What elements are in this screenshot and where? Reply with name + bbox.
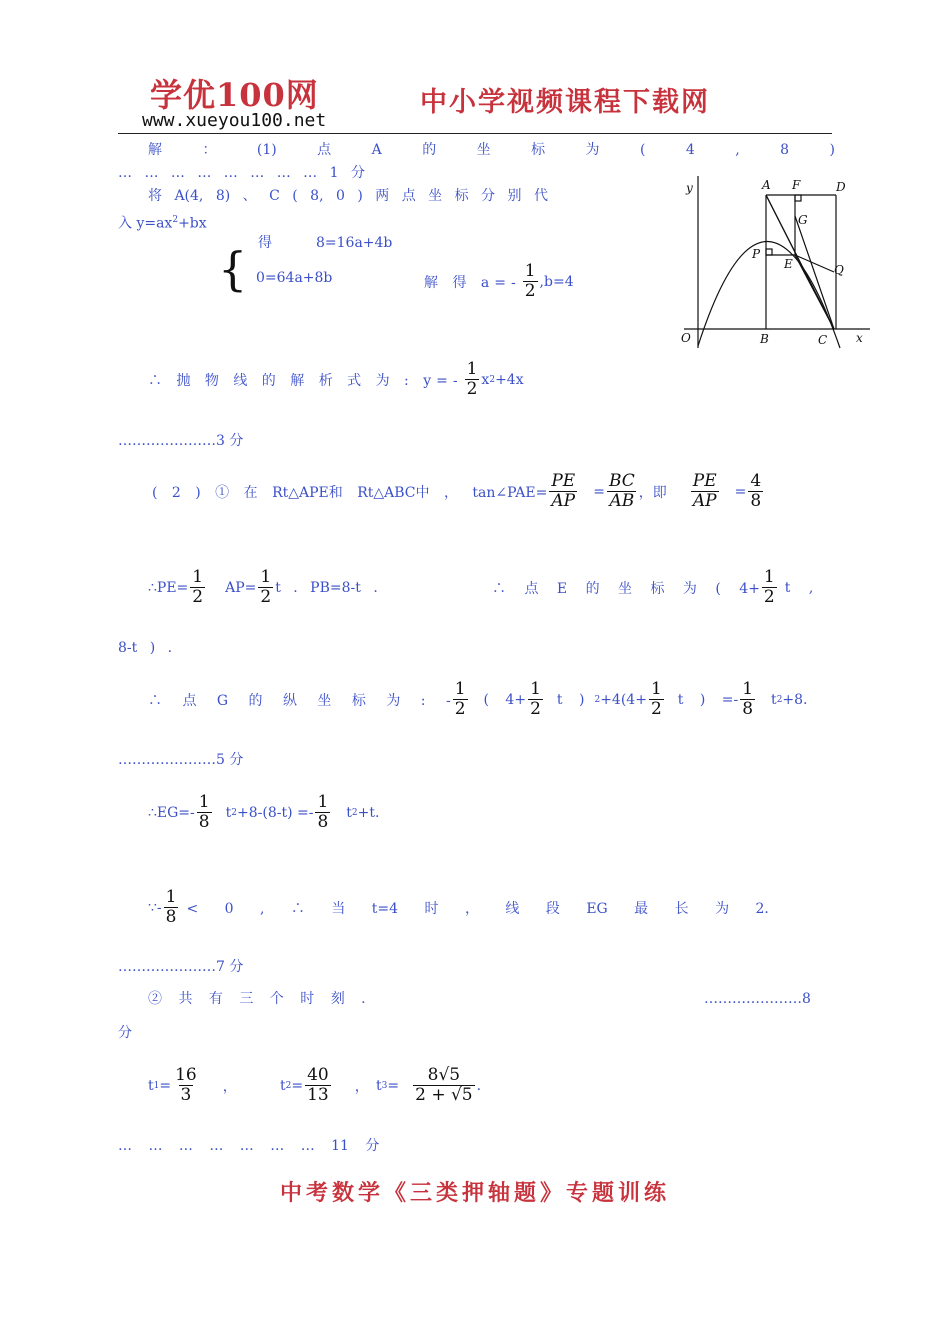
- parabola-x: x: [481, 371, 490, 388]
- solution-line-1: 解 ： (1) 点 A 的 坐 标 为 ( 4 , 8 ): [148, 142, 835, 158]
- system-eq1: 8=16a+4b: [316, 235, 393, 251]
- t2-sub: 2: [285, 1080, 292, 1091]
- fraction-a-num: 1: [524, 261, 536, 281]
- fraction-ap-den: AP: [551, 491, 576, 511]
- fraction-t3: [413, 1066, 475, 1105]
- segment-gc: [795, 216, 834, 329]
- fraction-ap: [258, 568, 273, 607]
- fraction-g3-den: 2: [650, 699, 662, 719]
- max-post: < 0 , ∴ 当 t=4 时 ， 线 段 EG 最 长 为 2.: [186, 900, 769, 917]
- score-7: …………………7 分: [118, 959, 244, 975]
- fraction-max-den: 8: [165, 907, 177, 927]
- g-pre: ∴ 点 G 的 纵 坐 标 为 : -: [148, 692, 451, 709]
- t1-value: [148, 1066, 237, 1105]
- line4-sup: 2: [172, 215, 179, 225]
- label-g: G: [798, 213, 808, 227]
- fraction-ap-half-num: 1: [260, 567, 272, 587]
- system-eq2: 0=64a+8b: [256, 270, 333, 286]
- e-coord: [492, 568, 813, 607]
- pe-pre: ∴PE=: [148, 579, 189, 596]
- pe-t: t . PB=8-t .: [275, 579, 378, 596]
- fraction-8-den: 8: [750, 491, 762, 511]
- fraction-g4: [740, 680, 755, 719]
- e-coord-t: t ,: [784, 579, 814, 596]
- logo-url: www.xueyou100.net: [142, 110, 327, 131]
- g-sup2: 2: [776, 694, 783, 705]
- g-p3: +4(4+: [600, 691, 647, 708]
- label-d: D: [836, 180, 846, 194]
- parabola-result: [148, 360, 524, 399]
- fraction-g1-den: 2: [454, 699, 466, 719]
- t3-value: [376, 1066, 481, 1105]
- t2-eq: =: [291, 1077, 304, 1094]
- fraction-4-num: 4: [750, 471, 762, 491]
- g-p5: t: [771, 691, 777, 708]
- fraction-4-8: [748, 472, 763, 511]
- max-line: [148, 888, 769, 927]
- footer-title: 中考数学《三类押轴题》专题训练: [279, 1181, 670, 1206]
- score-8: …………………8: [704, 991, 811, 1007]
- eg-line: [148, 793, 379, 832]
- g-p6: +8.: [782, 691, 808, 708]
- parabola-sup: 2: [489, 374, 496, 385]
- system-get: 得: [258, 235, 272, 251]
- label-q: Q: [834, 263, 844, 277]
- g-p4: t ) =-: [677, 691, 739, 708]
- fraction-t2-num: 40: [307, 1065, 329, 1085]
- fraction-parabola-num: 1: [466, 359, 478, 379]
- fraction-parabola-den: 2: [466, 379, 478, 399]
- label-p: P: [752, 247, 761, 261]
- t3-period: .: [476, 1077, 482, 1094]
- line4-pre: 入 y=ax: [118, 215, 173, 232]
- g-sup: 2: [594, 694, 601, 705]
- label-f: F: [792, 178, 801, 192]
- solution-line-3: 将 A(4, 8) 、 C ( 8, 0 ) 两 点 坐 标 分 别 代: [148, 188, 548, 204]
- t3-label: t: [376, 1077, 382, 1094]
- part2-c2: ② 共 有 三 个 时 刻 .: [148, 991, 366, 1007]
- fraction-g1: [453, 680, 468, 719]
- fraction-g2-den: 2: [530, 699, 541, 719]
- g-p2: t ): [556, 691, 585, 708]
- fraction-t2-den: 13: [307, 1085, 329, 1105]
- label-c: C: [818, 333, 828, 347]
- fraction-ap-den-2: AP: [692, 491, 717, 511]
- fraction-t3-den: 2 + √5: [415, 1085, 473, 1105]
- eg-pre: ∴EG=-: [148, 804, 195, 821]
- fraction-g4-den: 8: [742, 699, 754, 719]
- fraction-g2: [528, 680, 543, 719]
- fraction-t2: [305, 1066, 331, 1105]
- fraction-t1-den: 3: [180, 1085, 192, 1105]
- fraction-eg1-den: 8: [198, 812, 210, 832]
- fraction-eg1: [197, 793, 212, 832]
- max-pre: ∵-: [148, 899, 162, 916]
- fraction-g3-num: 1: [650, 679, 662, 699]
- system-b: ,b=4: [539, 273, 574, 290]
- right-angle-p: [766, 249, 772, 255]
- pe-ap: AP=: [225, 579, 257, 596]
- fraction-t1-num: 16: [175, 1065, 197, 1085]
- t1-label: t: [148, 1077, 154, 1094]
- eg-sup: 2: [231, 807, 237, 818]
- t1-eq: =: [159, 1077, 172, 1094]
- fraction-g4-num: 1: [742, 679, 754, 699]
- label-y: y: [686, 181, 693, 195]
- fraction-eg2: [315, 793, 330, 832]
- score-11: … … … … … … … 11 分: [118, 1138, 380, 1154]
- system-solve-text: 解 得 a=-: [424, 274, 521, 291]
- header-rule: [118, 133, 832, 134]
- part2-pre: ( 2 ) ① 在 Rt△APE和 Rt△ABC中 ， tan∠PAE=: [152, 484, 548, 501]
- t2-comma: ，: [354, 1078, 369, 1095]
- score-8-fen: 分: [118, 1025, 132, 1041]
- label-x: x: [856, 331, 863, 345]
- fraction-g2-num: 1: [530, 679, 541, 699]
- part2-ji: ，即: [638, 484, 667, 501]
- part2-tan: [152, 472, 765, 511]
- eg-post-t: t: [346, 804, 352, 821]
- fraction-g3: [649, 680, 664, 719]
- fraction-pe-num: PE: [551, 471, 576, 491]
- part2-eq2: =: [734, 483, 747, 500]
- fraction-eg2-num: 1: [317, 792, 329, 812]
- eg-post: +t.: [357, 804, 380, 821]
- fraction-a: [523, 262, 538, 301]
- fraction-ab-den: AB: [609, 491, 635, 511]
- right-angle-f: [795, 195, 801, 201]
- g-line: [148, 680, 808, 719]
- eg-mid: +8-(8-t) =-: [236, 804, 314, 821]
- eg-mid-t: t: [225, 804, 232, 821]
- label-o: O: [681, 331, 691, 345]
- t1-sub: 1: [153, 1080, 160, 1091]
- t3-eq: =: [387, 1077, 400, 1094]
- pe-line: [148, 568, 378, 607]
- fraction-a-den: 2: [524, 281, 536, 301]
- fraction-parabola: [465, 360, 480, 399]
- fraction-g1-num: 1: [454, 679, 466, 699]
- g-p1: ( 4+: [483, 691, 527, 708]
- e-coord-pre: ∴ 点 E 的 坐 标 为 ( 4+: [492, 580, 760, 597]
- score-3: …………………3 分: [118, 433, 244, 449]
- logo-text: 学优100网: [150, 76, 319, 114]
- fraction-eg1-num: 1: [198, 792, 210, 812]
- system-solution: [424, 262, 574, 301]
- parabola-pre: ∴ 抛 物 线 的 解 析 式 为 : y=-: [148, 372, 463, 389]
- parabola-post: +4x: [495, 371, 524, 388]
- fraction-ap-half-den: 2: [260, 587, 272, 607]
- label-a: A: [762, 178, 771, 192]
- fraction-t3-num: 8√5: [427, 1065, 461, 1085]
- system-brace: {: [218, 242, 248, 296]
- label-b: B: [760, 332, 769, 346]
- t3-sub: 3: [381, 1080, 388, 1091]
- t2-label: t: [280, 1077, 286, 1094]
- t1-comma: ，: [222, 1078, 237, 1095]
- score-5: …………………5 分: [118, 752, 244, 768]
- fraction-pe-num-2: PE: [692, 471, 717, 491]
- fraction-eg2-den: 8: [317, 812, 329, 832]
- fraction-max-num: 1: [165, 887, 177, 907]
- fraction-pe-ap-2: [691, 472, 719, 511]
- fraction-pe-half-num: 1: [192, 567, 204, 587]
- fraction-bc-ab: [607, 472, 637, 511]
- label-e: E: [784, 257, 793, 271]
- fraction-t1: [173, 1066, 199, 1105]
- solution-line-4: [118, 212, 207, 232]
- segment-ec: [795, 255, 834, 329]
- fraction-e: [762, 568, 777, 607]
- t2-value: [280, 1066, 369, 1105]
- e-coord-cont: 8-t ) .: [118, 640, 173, 656]
- line4-post: +bx: [178, 215, 207, 232]
- fraction-e-den: 2: [763, 587, 775, 607]
- solution-line-2: … … … … … … … … 1 分: [118, 165, 365, 181]
- fraction-pe: [190, 568, 205, 607]
- eg-sup2: 2: [351, 807, 358, 818]
- fraction-max: [164, 888, 179, 927]
- fraction-pe-half-den: 2: [192, 587, 204, 607]
- fraction-bc-num: BC: [608, 471, 635, 491]
- parabola-figure: [676, 176, 876, 351]
- site-slogan: 中小学视频课程下载网: [420, 87, 710, 118]
- part2-eq: =: [593, 483, 605, 500]
- fraction-e-num: 1: [763, 567, 775, 587]
- fraction-pe-ap: [549, 472, 577, 511]
